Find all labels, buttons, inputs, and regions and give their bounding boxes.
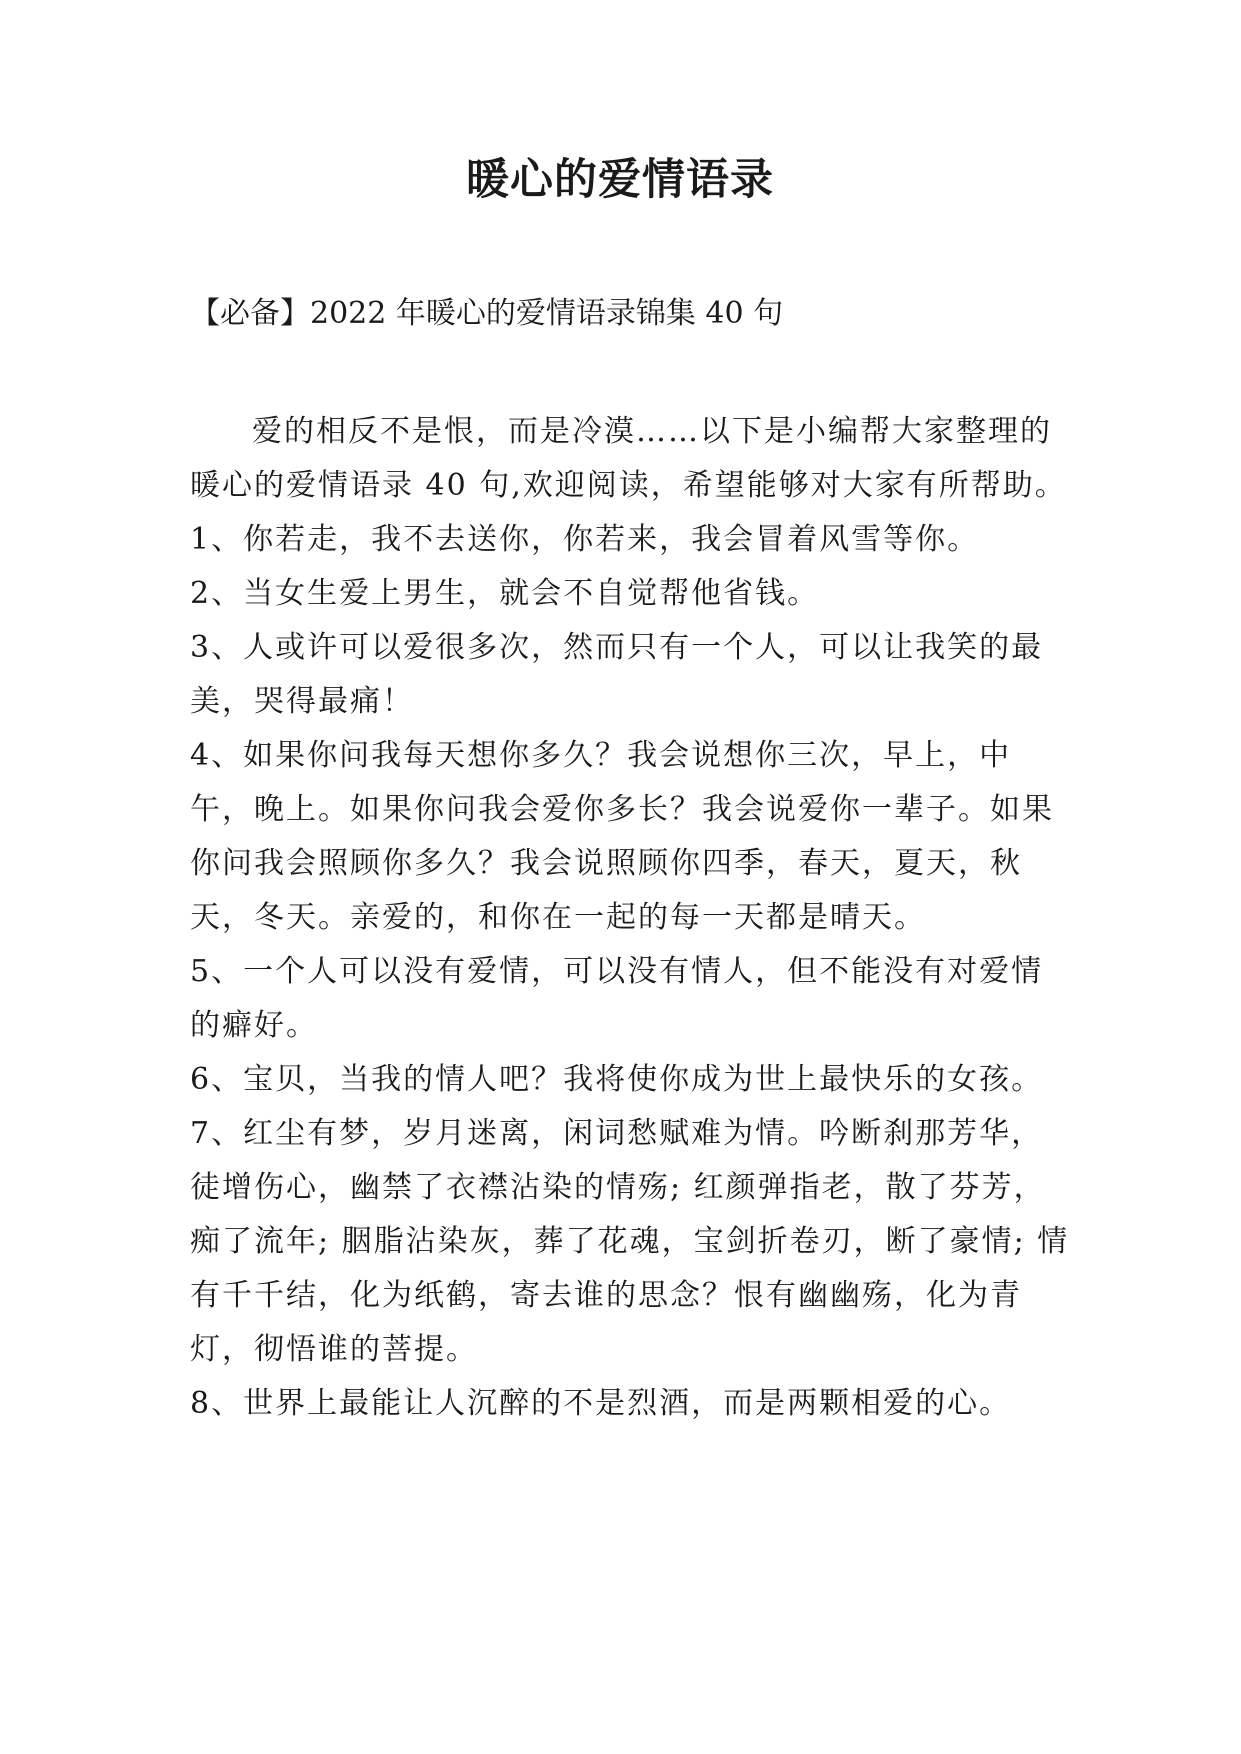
quote-item-8: 8、世界上最能让人沉醉的不是烈酒，而是两颗相爱的心。	[190, 1386, 1012, 1421]
document-body	[190, 405, 1070, 1431]
quote-item-5: 5、一个人可以没有爱情，可以没有情人，但不能没有对爱情的癖好。	[190, 954, 1044, 1043]
quote-item-4: 4、如果你问我每天想你多久？我会说想你三次，早上，中午，晚上。如果你问我会爱你多长？我会说爱你一辈子。如果你问我会照顾你多久？我会说照顾你四季，春天，夏天，秋天，冬天。亲爱的，和你在一起的每一天都是晴天。	[190, 738, 1054, 935]
quote-item-2: 2、当女生爱上男生，就会不自觉帮他省钱。	[190, 576, 820, 611]
document-subtitle: 【必备】2022 年暖心的爱情语录锦集 40 句	[190, 296, 784, 331]
quote-item-3: 3、人或许可以爱很多次，然而只有一个人，可以让我笑的最美，哭得最痛！	[190, 630, 1044, 719]
quote-item-7: 7、红尘有梦，岁月迷离，闲词愁赋难为情。吟断刹那芳华，徒增伤心，幽禁了衣襟沾染的情殇; 红颜弹指老，散了芬芳，痴了流年; 胭脂沾染灰，葬了花魂，宝剑折卷刃，断了豪情; 情有千千结，化为纸鹤，寄去谁的思念？恨有幽幽殇，化为青灯，彻悟谁的菩提。	[190, 1116, 1070, 1367]
intro-paragraph: 爱的相反不是恨，而是冷漠……以下是小编帮大家整理的暖心的爱情语录 40 句,欢迎阅读，希望能够对大家有所帮助。	[190, 414, 1067, 503]
quote-item-1: 1、你若走，我不去送你，你若来，我会冒着风雪等你。	[190, 522, 980, 557]
quote-item-6: 6、宝贝，当我的情人吧？我将使你成为世上最快乐的女孩。	[190, 1062, 1044, 1097]
document-page	[190, 0, 1070, 1754]
document-title: 暖心的爱情语录	[466, 155, 774, 205]
